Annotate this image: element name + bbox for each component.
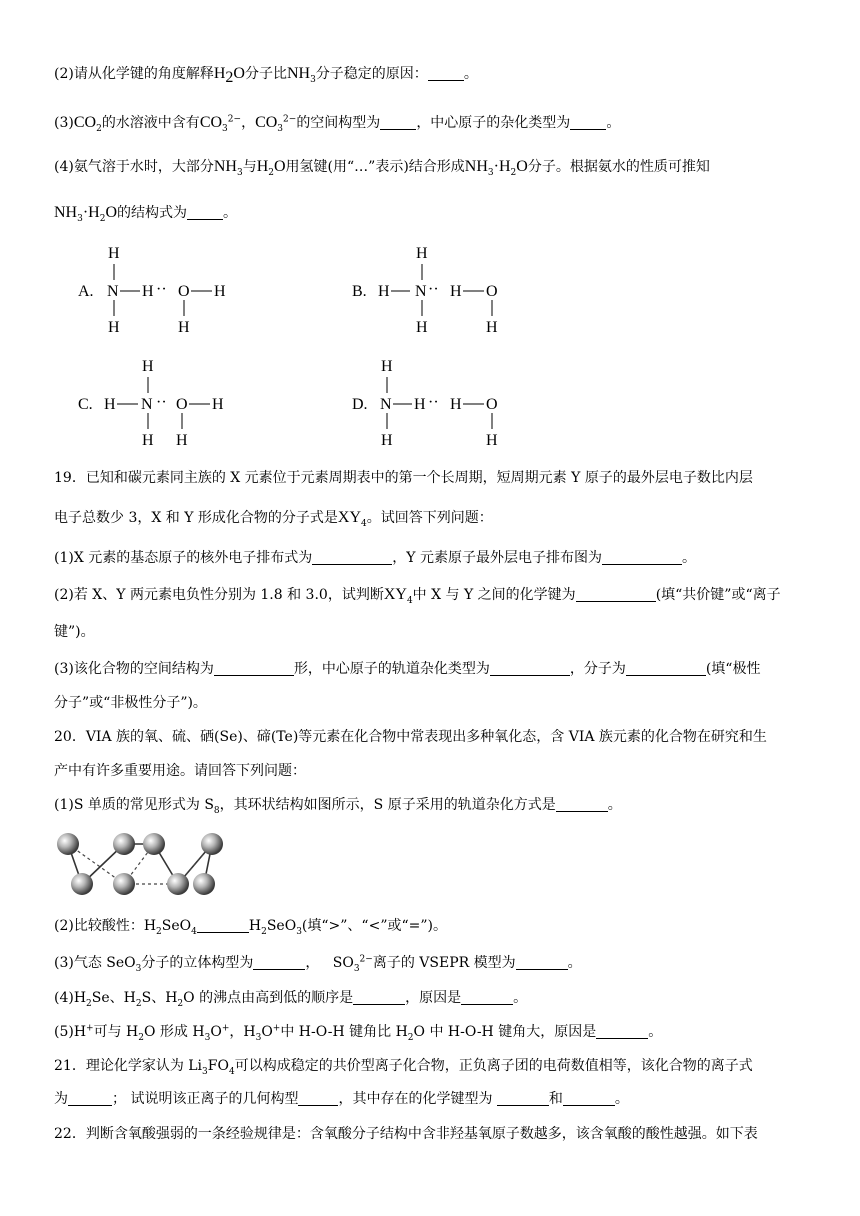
atom-h: H bbox=[486, 319, 498, 336]
atom-h: H bbox=[381, 432, 393, 449]
option-d[interactable] bbox=[352, 358, 498, 449]
answer-blank[interactable] bbox=[428, 66, 464, 81]
q19-line1: 19．已知和碳元素同主族的 X 元素位于元素周期表中的第一个长周期，短周期元素 Y 原子的最外层电子数比内层 bbox=[54, 470, 753, 486]
q20-part4: $(4)H_2Se$、$H_2S$、$H_2O$ 的沸点由高到低的顺序是 ，原因是 。 bbox=[54, 990, 528, 1009]
q20-line2: 产中有许多重要用途。请回答下列问题： bbox=[54, 763, 306, 779]
answer-blank[interactable] bbox=[298, 1091, 338, 1106]
q21-line1: 21．理论化学家认为 $Li_3FO_4$可以构成稳定的共价型离子化合物，正负离子团的电荷数值相等，该化合物的离子式 bbox=[54, 1058, 753, 1077]
atom-h: H bbox=[381, 358, 393, 375]
sulfur-atoms bbox=[57, 833, 223, 895]
q21-line2: 为 ； 试说明该正离子的几何构型 ，其中存在的化学键型为 和 。 bbox=[54, 1091, 629, 1107]
atom-o: O bbox=[486, 396, 498, 413]
atom-n: N bbox=[141, 396, 153, 413]
svg-text:··: ·· bbox=[156, 281, 167, 298]
atom-n: N bbox=[380, 396, 392, 413]
answer-blank[interactable] bbox=[516, 955, 568, 970]
atom-h: H bbox=[178, 319, 190, 336]
answer-blank[interactable] bbox=[353, 990, 405, 1005]
atom-h: H bbox=[142, 358, 154, 375]
atom-h: H bbox=[214, 283, 226, 300]
option-c-label: C. bbox=[78, 396, 93, 413]
atom-h: H bbox=[142, 432, 154, 449]
q20-part3: (3)气态 SeO$_3$分子的立体构型为 ， $SO_3^{2-}$离子的 VSEPR 模型为 。 bbox=[54, 954, 582, 974]
svg-text:··: ·· bbox=[428, 394, 439, 411]
q18-part4-line2: $NH_3\cdot H_2O$的结构式为 。 bbox=[54, 204, 238, 224]
atom-n: N bbox=[107, 283, 119, 300]
answer-blank[interactable] bbox=[214, 661, 294, 676]
answer-blank[interactable] bbox=[602, 550, 682, 565]
svg-text:··: ·· bbox=[428, 281, 439, 298]
svg-text:··: ·· bbox=[156, 394, 167, 411]
q20-line1: 20．VIA 族的氧、硫、硒(Se)、碲(Te)等元素在化合物中常表现出多种氧化态，含 VIA 族元素的化合物在研究和生 bbox=[54, 729, 767, 745]
atom-h: H bbox=[450, 396, 462, 413]
q20-part5: (5)H+可与 $H_2O$ 形成 $H_3O^+$，$H_3O^+$中 H-O-H 键角比 $H_2O$ 中 H-O-H 键角大，原因是 。 bbox=[54, 1023, 663, 1043]
atom-h: H bbox=[212, 396, 224, 413]
q19-part2: (2)若 X、Y 两元素电负性分别为 1.8 和 3.0，试判断$XY_4$中 X 与 Y 之间的化学键为 (填“共价键”或“离子 bbox=[54, 586, 781, 606]
answer-blank[interactable] bbox=[576, 587, 656, 602]
answer-blank[interactable] bbox=[626, 661, 706, 676]
q20-part1: (1)S 单质的常见形式为 $S_8$，其环状结构如图所示，S 原子采用的轨道杂化方式是 。 bbox=[54, 797, 622, 816]
q20-part2: (2)比较酸性：$H_2SeO_4$ $H_2SeO_3$(填“>”、“<”或“=”)。 bbox=[54, 918, 447, 937]
answer-blank[interactable] bbox=[563, 1091, 615, 1106]
answer-blank[interactable] bbox=[556, 797, 608, 812]
answer-blank[interactable] bbox=[461, 990, 513, 1005]
option-b[interactable] bbox=[352, 245, 498, 336]
answer-blank[interactable] bbox=[570, 115, 606, 130]
atom-h: H bbox=[108, 319, 120, 336]
s8-ring-figure bbox=[52, 826, 242, 902]
atom-o: O bbox=[176, 396, 188, 413]
atom-o: O bbox=[486, 283, 498, 300]
q18-part4-line1: (4)氨气溶于水时，大部分$NH_3$与$H_2O$用氢键(用“…”表示)结合形成$NH_3\cdot H_2O$分子。根据氨水的性质可推知 bbox=[54, 158, 710, 178]
atom-h: H bbox=[108, 245, 120, 262]
answer-blank[interactable] bbox=[253, 955, 305, 970]
answer-blank[interactable] bbox=[490, 661, 570, 676]
atom-h: H bbox=[414, 396, 426, 413]
answer-blank[interactable] bbox=[312, 550, 392, 565]
q19-part3: (3)该化合物的空间结构为 形，中心原子的轨道杂化类型为 ，分子为 (填“极性 bbox=[54, 661, 761, 677]
atom-h: H bbox=[416, 319, 428, 336]
option-a[interactable] bbox=[78, 245, 226, 336]
answer-blank[interactable] bbox=[497, 1091, 549, 1106]
q18-part3: $(3)CO_2$的水溶液中含有$CO_3^{2-}$，$CO_3^{2-}$的空间构型为 ，中心原子的杂化类型为 。 bbox=[54, 114, 621, 134]
option-b-label: B. bbox=[352, 283, 367, 300]
atom-h: H bbox=[450, 283, 462, 300]
atom-n: N bbox=[415, 283, 427, 300]
atom-h: H bbox=[104, 396, 116, 413]
atom-h: H bbox=[176, 432, 188, 449]
q22-line1: 22．判断含氧酸强弱的一条经验规律是：含氧酸分子结构中含非羟基氧原子数越多，该含氧酸的酸性越强。如下表 bbox=[54, 1126, 758, 1142]
q19-line2: 电子总数少 3，X 和 Y 形成化合物的分子式是$XY_4$。试回答下列问题： bbox=[54, 509, 493, 529]
option-d-label: D. bbox=[352, 396, 368, 413]
option-c[interactable] bbox=[78, 358, 224, 449]
answer-blank[interactable] bbox=[380, 115, 416, 130]
answer-blank[interactable] bbox=[596, 1024, 648, 1039]
answer-blank[interactable] bbox=[187, 205, 223, 220]
q19-part2-cont: 键”)。 bbox=[54, 624, 95, 640]
option-a-label: A. bbox=[78, 283, 94, 300]
q18-part2: (2)请从化学键的角度解释$H_2O$分子比$NH_3$分子稳定的原因： 。 bbox=[54, 65, 478, 86]
answer-blank[interactable] bbox=[68, 1091, 112, 1106]
atom-h: H bbox=[416, 245, 428, 262]
atom-o: O bbox=[178, 283, 190, 300]
answer-blank[interactable] bbox=[197, 918, 249, 933]
atom-h: H bbox=[378, 283, 390, 300]
atom-h: H bbox=[142, 283, 154, 300]
atom-h: H bbox=[486, 432, 498, 449]
q19-part1: (1)X 元素的基态原子的核外电子排布式为 ，Y 元素原子最外层电子排布图为 。 bbox=[54, 550, 696, 566]
structure-options bbox=[60, 238, 560, 458]
q19-part3-cont: 分子”或“非极性分子”)。 bbox=[54, 695, 207, 711]
